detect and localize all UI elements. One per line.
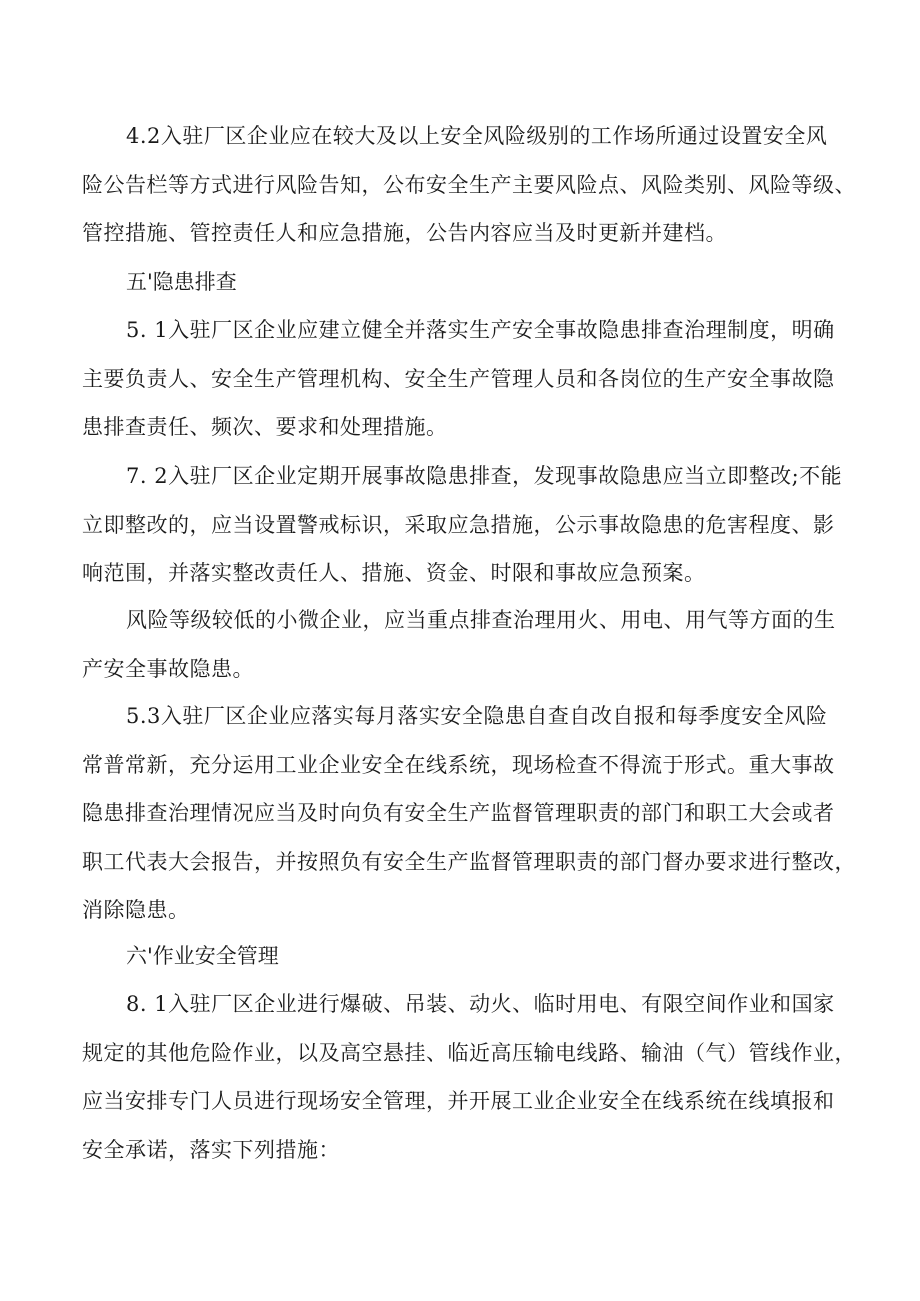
paragraph-line: 8. 1入驻厂区企业进行爆破、吊装、动火、临时用电、有限空间作业和国家 xyxy=(126,992,835,1016)
paragraph-line: 管控措施、管控责任人和应急措施，公告内容应当及时更新并建档。 xyxy=(82,221,727,245)
paragraph-line: 7. 2入驻厂区企业定期开展事故隐患排查，发现事故隐患应当立即整改;不能 xyxy=(126,464,843,488)
paragraph-5-1 xyxy=(82,306,852,452)
paragraph-line: 隐患排查治理情况应当及时向负有安全生产监督管理职责的部门和职工大会或者 xyxy=(82,801,835,825)
paragraph-5-3 xyxy=(82,692,856,935)
paragraph-line: 常普常新，充分运用工业企业安全在线系统，现场检查不得流于形式。重大事故 xyxy=(82,752,835,777)
paragraph-line: 消除隐患。 xyxy=(82,898,190,922)
section-heading-6: 六'作业安全管理 xyxy=(126,944,279,968)
paragraph-line: 职工代表大会报告，并按照负有安全生产监督管理职责的部门督办要求进行整改， xyxy=(82,849,856,874)
paragraph-7-2 xyxy=(82,452,852,598)
section-heading-5: 五'隐患排查 xyxy=(126,270,237,294)
paragraph-line: 安全承诺，落实下列措施： xyxy=(82,1137,340,1162)
paragraph-line: 主要负责人、安全生产管理机构、安全生产管理人员和各岗位的生产安全事故隐 xyxy=(82,366,835,391)
paragraph-line: 立即整改的，应当设置警戒标识，采取应急措施，公示事故隐患的危害程度、影 xyxy=(82,512,835,537)
paragraph-line: 响范围，并落实整改责任人、措施、资金、时限和事故应急预案。 xyxy=(82,561,706,585)
paragraph-line: 规定的其他危险作业，以及高空悬挂、临近高压输电线路、输油（气）管线作业， xyxy=(82,1040,856,1065)
paragraph-line: 产安全事故隐患。 xyxy=(82,656,254,681)
paragraph-4-2 xyxy=(82,112,856,258)
paragraph-small-enterprises xyxy=(82,596,852,693)
paragraph-8-1 xyxy=(82,980,856,1174)
paragraph-line: 5.3入驻厂区企业应落实每月落实安全隐患自查自改自报和每季度安全风险 xyxy=(126,704,828,728)
paragraph-line: 患排查责任、频次、要求和处理措施。 xyxy=(82,415,448,439)
paragraph-line: 5. 1入驻厂区企业应建立健全并落实生产安全事故隐患排查治理制度，明确 xyxy=(126,318,835,342)
paragraph-line: 4.2入驻厂区企业应在较大及以上安全风险级别的工作场所通过设置安全风 xyxy=(126,124,828,148)
paragraph-line: 应当安排专门人员进行现场安全管理，并开展工业企业安全在线系统在线填报和 xyxy=(82,1089,835,1113)
paragraph-line: 风险等级较低的小微企业，应当重点排查治理用火、用电、用气等方面的生 xyxy=(126,608,836,632)
paragraph-line: 险公告栏等方式进行风险告知，公布安全生产主要风险点、风险类别、风险等级、 xyxy=(82,172,856,197)
